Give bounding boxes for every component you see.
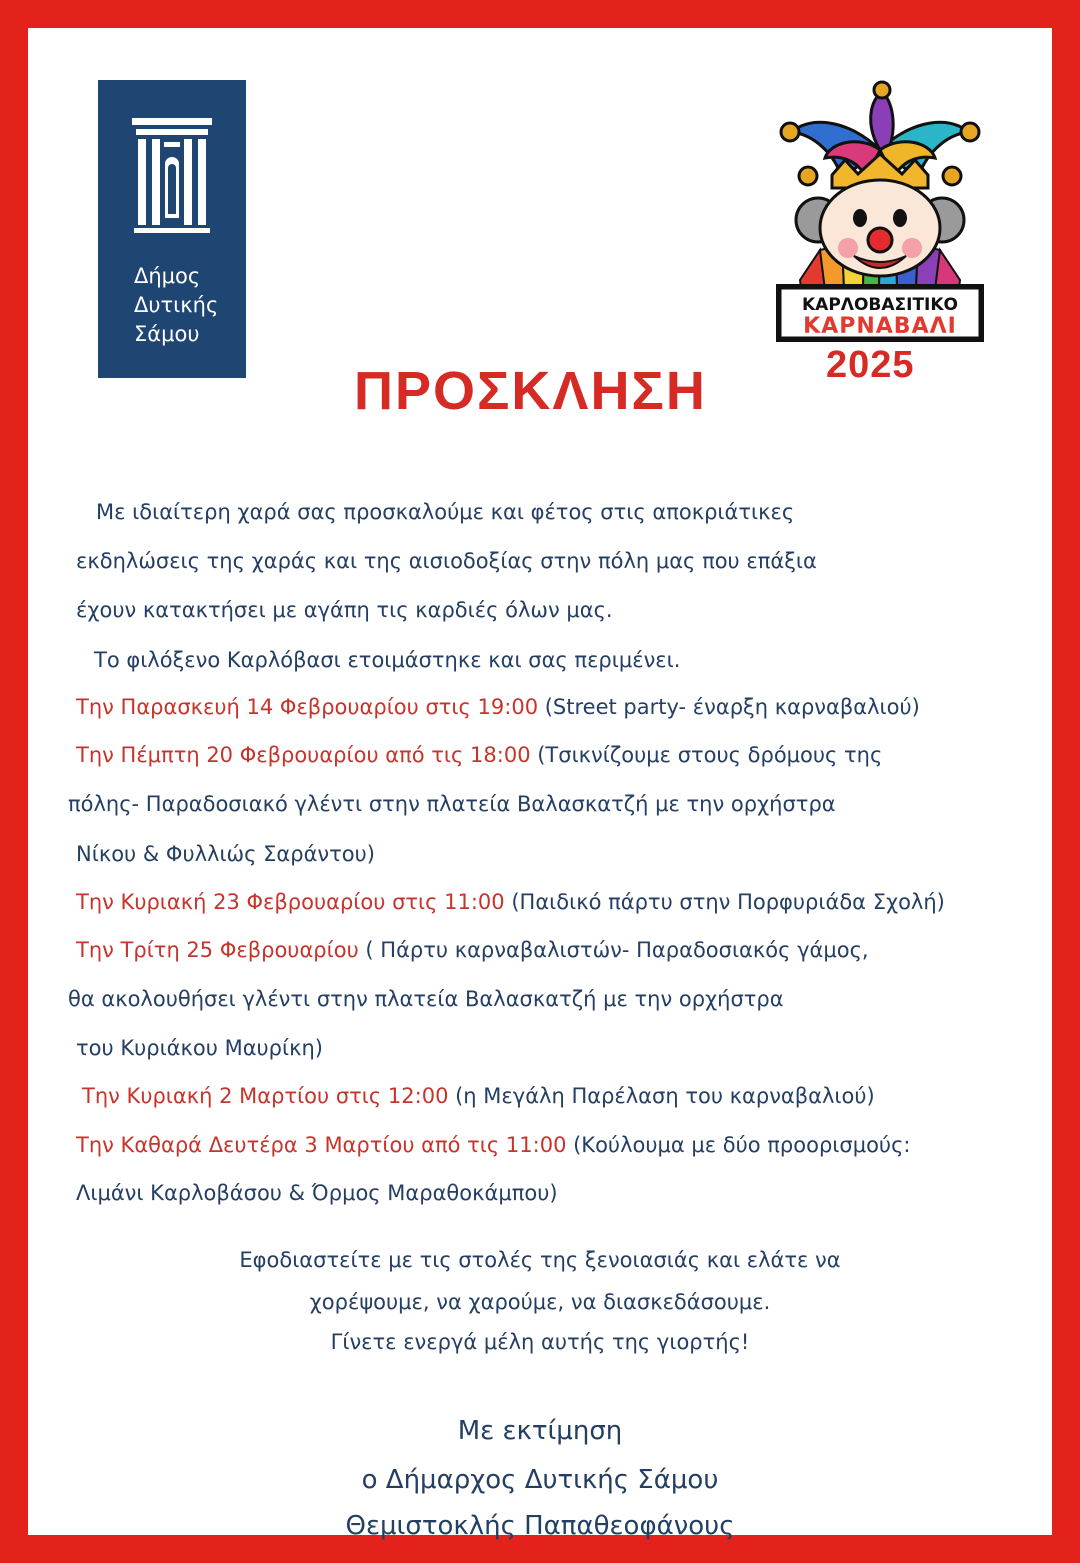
intro-line-2: εκδηλώσεις της χαράς και της αισιοδοξίας στην πόλη μας που επάξια (76, 549, 817, 573)
event-1-date: Την Παρασκευή 14 Φεβρουαρίου στις 19:00 (76, 695, 539, 719)
event-5 (82, 1084, 875, 1108)
event-4-date: Την Τρίτη 25 Φεβρουαρίου (76, 938, 359, 962)
signature-greeting: Με εκτίμηση (457, 1416, 623, 1446)
event-1-desc: (Street party- έναρξη καρναβαλιού) (538, 695, 920, 719)
carnival-logo-line1: ΚΑΡΛΟΒΑΣΙΤΙΚΟ (802, 295, 958, 315)
municipality-logo-line1: Δήμος (134, 264, 201, 288)
municipality-logo (98, 80, 246, 378)
event-6 (76, 1133, 910, 1157)
municipality-logo-line3: Σάμου (134, 322, 200, 346)
event-2-cont-2: Νίκου & Φυλλιώς Σαράντου) (76, 842, 375, 866)
event-3-desc: (Παιδικό πάρτυ στην Πορφυριάδα Σχολή) (504, 890, 945, 914)
carnival-logo (770, 80, 990, 380)
closing-line-1: Εφοδιαστείτε με τις στολές της ξενοιασιάς και ελάτε να (239, 1248, 841, 1272)
event-5-desc: (η Μεγάλη Παρέλαση του καρναβαλιού) (448, 1084, 875, 1108)
closing-line-2: χορέψουμε, να χαρούμε, να διασκεδάσουμε. (309, 1290, 771, 1314)
carnival-logo-line2: ΚΑΡΝΑΒΑΛΙ (803, 314, 957, 339)
intro-line-4: Το φιλόξενο Καρλόβασι ετοιμάστηκε και σας περιμένει. (94, 648, 681, 672)
event-4 (76, 938, 869, 962)
signature-name: Θεμιστοκλής Παπαθεοφάνους (345, 1511, 735, 1541)
event-4-cont-1: θα ακολουθήσει γλέντι στην πλατεία Βαλασκατζή με την ορχήστρα (68, 987, 784, 1011)
signature-title: ο Δήμαρχος Δυτικής Σάμου (361, 1465, 719, 1495)
event-6-cont-1: Λιμάνι Καρλοβάσου & Όρμος Μαραθοκάμπου) (76, 1181, 558, 1205)
event-6-desc: (Κούλουμα με δύο προορισμούς: (566, 1133, 911, 1157)
event-6-date: Την Καθαρά Δευτέρα 3 Μαρτίου από τις 11:00 (76, 1133, 567, 1157)
event-2-cont-1: πόλης- Παραδοσιακό γλέντι στην πλατεία Βαλασκατζή με την ορχήστρα (68, 792, 836, 816)
intro-line-3: έχουν κατακτήσει με αγάπη τις καρδιές όλων μας. (76, 598, 613, 622)
event-1 (76, 695, 920, 719)
event-3 (76, 890, 945, 914)
event-4-cont-2: του Κυριάκου Μαυρίκη) (76, 1036, 323, 1060)
page-title: ΠΡΟΣΚΛΗΣΗ (354, 361, 707, 421)
temple-icon (128, 118, 216, 238)
intro-line-1: Με ιδιαίτερη χαρά σας προσκαλούμε και φέτος στις αποκριάτικες (96, 500, 795, 524)
event-5-date: Την Κυριακή 2 Μαρτίου στις 12:00 (82, 1084, 449, 1108)
event-3-date: Την Κυριακή 23 Φεβρουαρίου στις 11:00 (76, 890, 505, 914)
event-4-desc: ( Πάρτυ καρναβαλιστών- Παραδοσιακός γάμος, (358, 938, 869, 962)
municipality-logo-line2: Δυτικής (134, 293, 219, 317)
carnival-year: 2025 (826, 344, 915, 386)
event-2-desc: (Τσικνίζουμε στους δρόμους της (530, 743, 883, 767)
closing-line-3: Γίνετε ενεργά μέλη αυτής της γιορτής! (330, 1330, 750, 1354)
event-2 (76, 743, 882, 767)
event-2-date: Την Πέμπτη 20 Φεβρουαρίου από τις 18:00 (76, 743, 531, 767)
